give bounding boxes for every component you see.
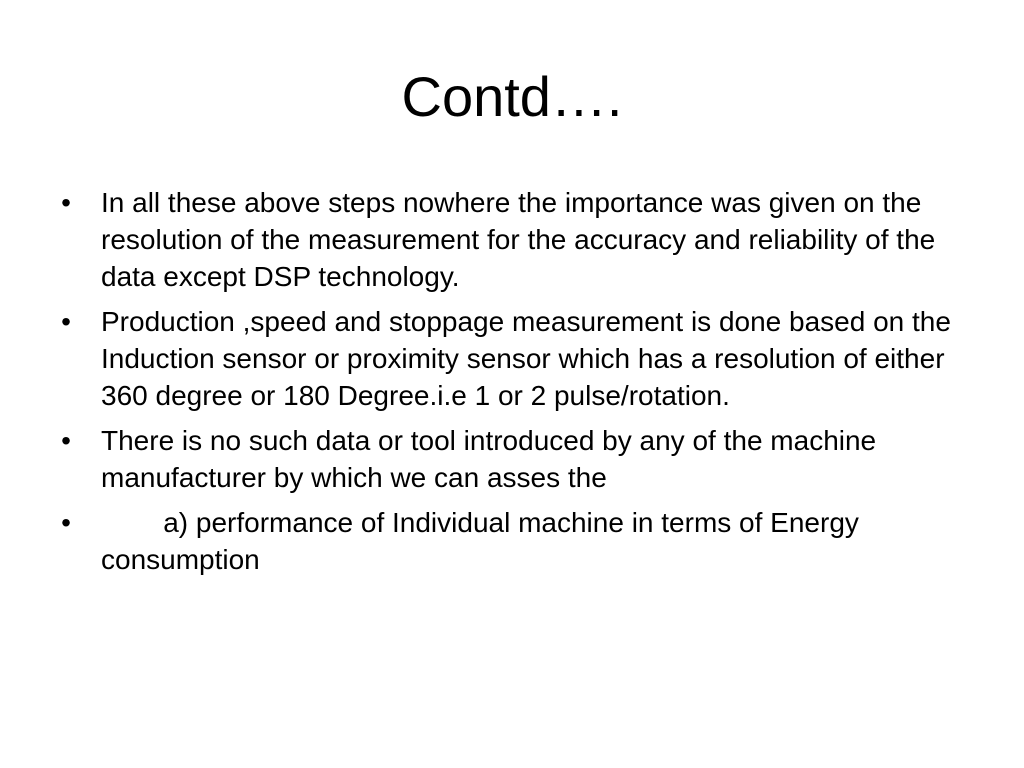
bullet-text: Production ,speed and stoppage measurement is done based on the Induction sensor or proximity sensor which has a resolution of either 360 degree or 180 Degree.i.e 1 or 2 pulse/rotation. [101, 306, 959, 411]
bullet-icon: • [61, 306, 71, 337]
list-item [56, 184, 976, 295]
bullet-text: In all these above steps nowhere the importance was given on the resolution of the measurement for the accuracy and reliability of the data except DSP technology. [101, 187, 943, 292]
bullet-icon: • [61, 425, 71, 456]
bullet-icon: • [61, 187, 71, 218]
list-item [56, 303, 976, 414]
bullet-text: a) performance of Individual machine in terms of Energy consumption [101, 507, 867, 575]
bullet-list [56, 184, 976, 586]
bullet-icon: • [61, 507, 71, 538]
list-item [56, 422, 976, 496]
bullet-text: There is no such data or tool introduced by any of the machine manufacturer by which we can asses the [101, 425, 892, 493]
list-item [56, 504, 976, 578]
slide-title: Contd…. [401, 65, 623, 128]
